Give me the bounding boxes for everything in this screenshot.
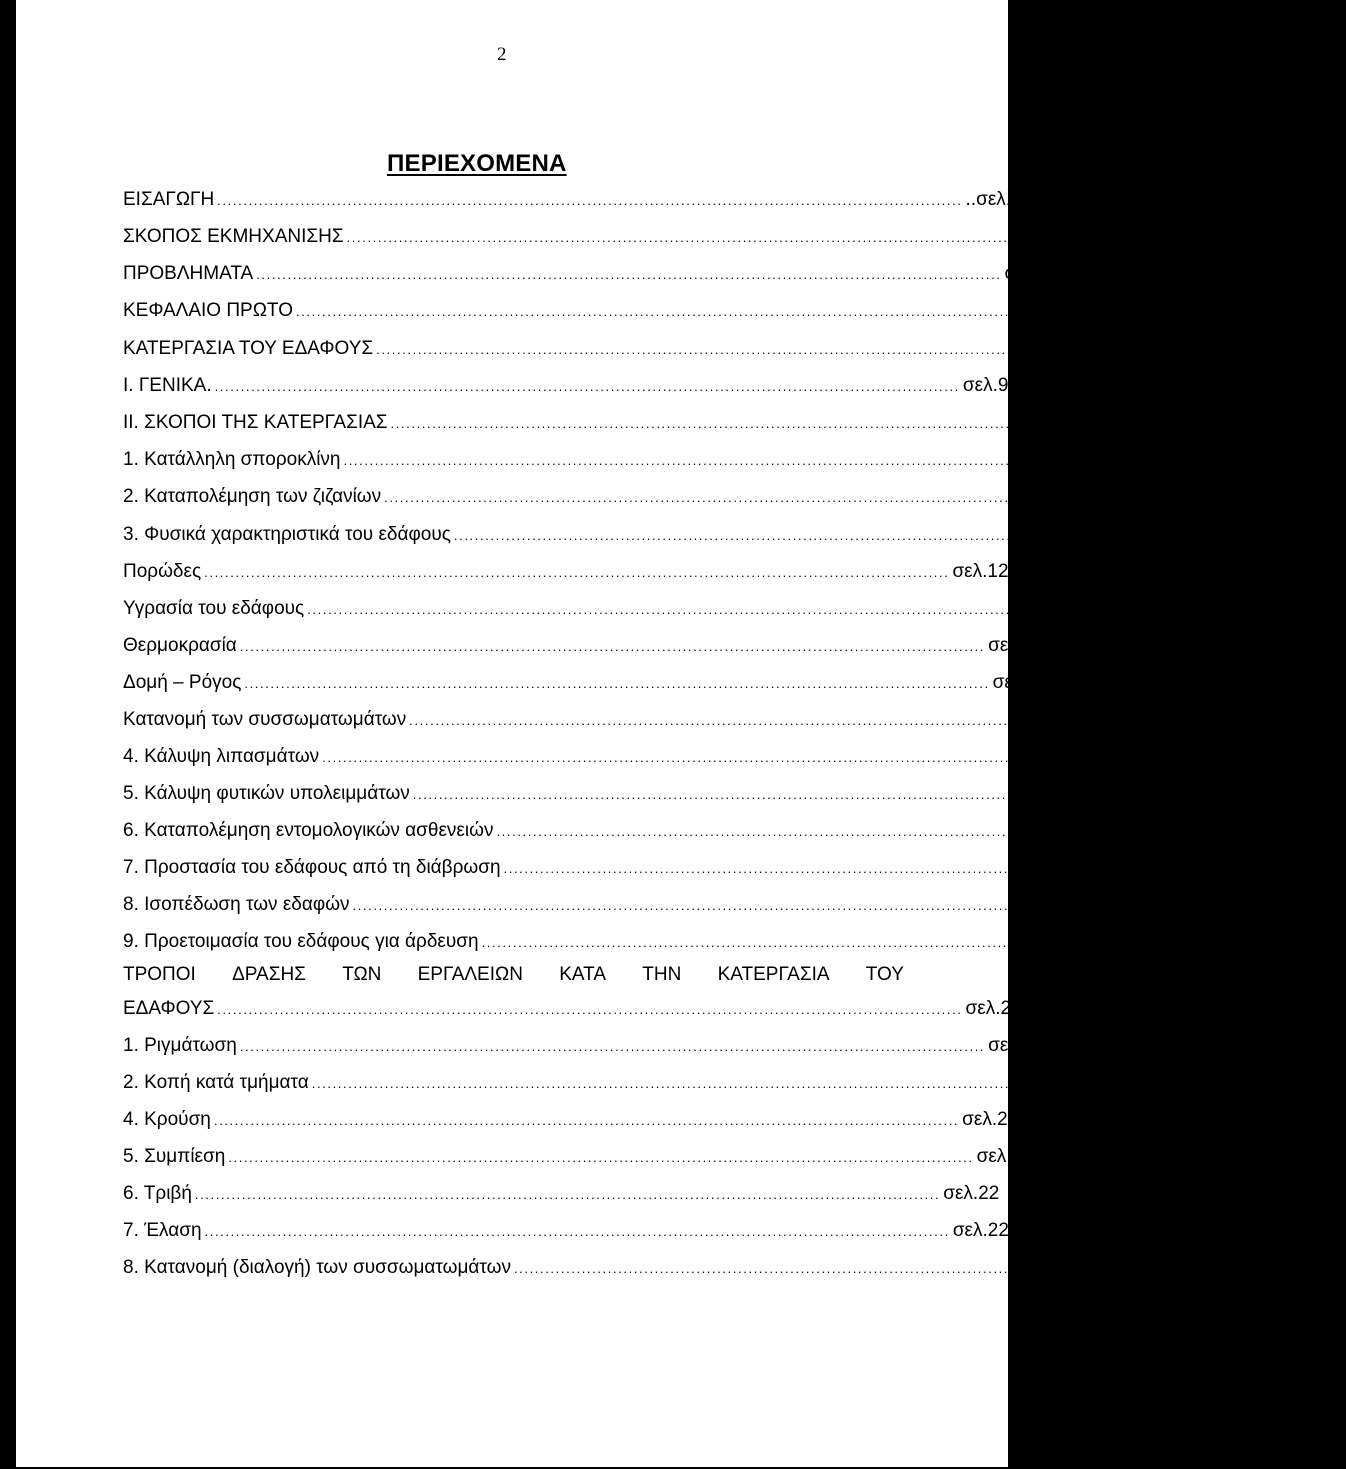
section-heading-word: ΤΗΝ bbox=[642, 964, 682, 985]
toc-dot-leader: ............................................................................................................................................... bbox=[204, 1224, 950, 1239]
toc-entry-page: σελ.12-13 bbox=[952, 561, 1037, 582]
toc-entry-page: σελ.18 bbox=[1251, 857, 1308, 878]
toc-dot-leader: ............................................................................................................................................... bbox=[322, 750, 1068, 765]
toc-entry-page: σελ.9 bbox=[1044, 300, 1090, 321]
toc-entry-page: σελ.10 bbox=[1138, 412, 1195, 433]
toc-entry bbox=[123, 1107, 1046, 1133]
toc-entry bbox=[123, 929, 1286, 955]
toc-dot-leader: ............................................................................................................................................... bbox=[239, 639, 986, 654]
toc-entry-page: ..σελ.6 bbox=[965, 189, 1022, 210]
toc-entry-page: σελ.11-12 bbox=[1132, 486, 1215, 507]
toc-dot-leader: ............................................................................................................................................... bbox=[214, 379, 960, 394]
toc-entry-label: 5. Κάλυψη φυτικών υπολειμμάτων bbox=[123, 783, 410, 804]
toc-entry-label: 2. Καταπολέμηση των ζιζανίων bbox=[123, 486, 382, 507]
toc-entry-page: σελ.14-15 bbox=[988, 635, 1072, 656]
toc-entry-label: ΕΔΑΦΟΥΣ bbox=[123, 998, 215, 1019]
toc-dot-leader: ............................................................................................................................................... bbox=[204, 565, 950, 580]
section-heading-word: ΚΑΤΑ bbox=[559, 964, 606, 985]
toc-entry bbox=[123, 484, 1215, 510]
toc-entry-page: σελ.16-17 bbox=[1161, 783, 1245, 804]
toc-entry-label: 8. Ισοπέδωση των εδαφών bbox=[123, 894, 350, 915]
toc-dot-leader: ............................................................................................................................................... bbox=[346, 230, 1092, 245]
toc-entry bbox=[123, 855, 1308, 881]
toc-entry-label: Πορώδες bbox=[123, 561, 202, 582]
toc-entry-label: 1. Ριγμάτωση bbox=[123, 1035, 237, 1056]
section-heading-word: ΤΩΝ bbox=[342, 964, 382, 985]
toc-entry-label: Κατανομή των συσσωματωμάτων bbox=[123, 709, 407, 730]
toc-dot-leader: ............................................................................................................................................... bbox=[217, 193, 963, 208]
toc-entry-page: σελ.18-19 bbox=[1100, 894, 1185, 915]
toc-entry-page: σελ.12 bbox=[1202, 524, 1259, 545]
toc-entry-label: 1. Κατάλληλη σποροκλίνη bbox=[123, 449, 341, 470]
toc-entry-label: ΣΚΟΠΟΣ ΕΚΜΗΧΑΝΙΣΗΣ bbox=[123, 226, 344, 247]
toc-entry-page: σελ.22 bbox=[976, 1146, 1033, 1167]
toc-dot-leader: ............................................................................................................................................... bbox=[384, 490, 1130, 505]
toc-dot-leader: ............................................................................................................................................... bbox=[343, 453, 1089, 468]
toc-entry-label: 5. Συμπίεση bbox=[123, 1146, 226, 1167]
toc-entry-page: σελ.9 bbox=[962, 375, 1009, 396]
toc-entry-label: 9. Προετοιμασία του εδάφους για άρδευση bbox=[123, 931, 479, 952]
toc-entry-page: σελ.8 bbox=[1004, 263, 1051, 284]
toc-entry-page: σελ.16 bbox=[1070, 746, 1127, 767]
toc-entry bbox=[123, 707, 1242, 733]
toc-entry-label: 4. Κάλυψη λιπασμάτων bbox=[123, 746, 320, 767]
toc-entry-page: σελ.10-11 bbox=[1091, 449, 1174, 470]
toc-entry bbox=[123, 298, 1090, 324]
toc-entry-page: σελ.15 bbox=[992, 672, 1049, 693]
toc-entry-page: σελ.15-16 bbox=[1157, 709, 1242, 730]
toc-entry-label: Δομή – Ρόγος bbox=[123, 672, 242, 693]
toc-entry-label: Θερμοκρασία bbox=[123, 635, 237, 656]
toc-entry-page: σελ.7 bbox=[1094, 226, 1141, 247]
toc-entry-label: 4. Κρούση bbox=[123, 1109, 211, 1130]
toc-dot-leader: ............................................................................................................................................... bbox=[409, 713, 1155, 728]
toc-entry-page: σελ.20 bbox=[965, 998, 1022, 1019]
toc-entry-label: 2. Κοπή κατά τμήματα bbox=[123, 1072, 309, 1093]
toc-entry bbox=[123, 410, 1195, 436]
toc-section-heading bbox=[123, 962, 904, 988]
toc-entry bbox=[123, 447, 1174, 473]
toc-dot-leader: ............................................................................................................................................... bbox=[352, 898, 1098, 913]
toc-entry-label: 6. Καταπολέμηση εντομολογικών ασθενειών bbox=[123, 820, 494, 841]
toc-dot-leader: ............................................................................................................................................... bbox=[390, 416, 1136, 431]
toc-entry-label: 7. Προστασία του εδάφους από τη διάβρωση bbox=[123, 857, 501, 878]
scan-border-right bbox=[1008, 0, 1024, 1469]
toc-entry-label: ΚΑΤΕΡΓΑΣΙΑ ΤΟΥ ΕΔΑΦΟΥΣ bbox=[123, 338, 374, 359]
toc-entry bbox=[123, 633, 1072, 659]
toc-dot-leader: ............................................................................................................................................... bbox=[307, 602, 1053, 617]
toc-entry-page: σελ.20-21 bbox=[1060, 1072, 1144, 1093]
toc-dot-leader: ............................................................................................................................................... bbox=[295, 304, 1042, 319]
toc-entry-page: σελ.19 bbox=[1229, 931, 1286, 952]
page-number: 2 bbox=[497, 44, 507, 65]
toc-dot-leader: ............................................................................................................................................... bbox=[376, 342, 1122, 357]
toc-entry bbox=[123, 187, 1022, 213]
section-heading-word: ΔΡΑΣΗΣ bbox=[232, 964, 306, 985]
toc-entry-page: σελ.22 bbox=[943, 1183, 1000, 1204]
toc-dot-leader: ............................................................................................................................................... bbox=[228, 1150, 974, 1165]
toc-dot-leader: ............................................................................................................................................... bbox=[256, 267, 1002, 282]
section-heading-word: ΚΑΤΕΡΓΑΣΙΑ bbox=[717, 964, 830, 985]
toc-entry bbox=[123, 781, 1245, 807]
toc-entry bbox=[123, 559, 1037, 585]
toc-entry-label: Ι. ΓΕΝΙΚΑ. bbox=[123, 375, 212, 396]
toc-dot-leader: ............................................................................................................................................... bbox=[213, 1113, 960, 1128]
toc-dot-leader: ............................................................................................................................................... bbox=[311, 1076, 1058, 1091]
toc-entry bbox=[123, 224, 1141, 250]
toc-dot-leader: ............................................................................................................................................... bbox=[217, 1002, 963, 1017]
toc-entry bbox=[123, 670, 1049, 696]
toc-entry bbox=[123, 336, 1170, 362]
toc-entry bbox=[123, 1218, 1009, 1244]
toc-entry bbox=[123, 261, 1051, 287]
toc-dot-leader: ............................................................................................................................................... bbox=[244, 676, 990, 691]
toc-entry bbox=[123, 892, 1185, 918]
toc-dot-leader: ............................................................................................................................................... bbox=[194, 1187, 941, 1202]
toc-entry bbox=[123, 596, 1140, 622]
toc-entry-label: ΙΙ. ΣΚΟΠΟΙ ΤΗΣ ΚΑΤΕΡΓΑΣΙΑΣ bbox=[123, 412, 388, 433]
toc-title: ΠΕΡΙΕΧΟΜΕΝΑ bbox=[387, 150, 567, 177]
toc-entry bbox=[123, 1144, 1033, 1170]
toc-entry-label: ΕΙΣΑΓΩΓΗ bbox=[123, 189, 215, 210]
toc-entry bbox=[123, 818, 1329, 844]
toc-entry-label: 7. Έλαση bbox=[123, 1220, 202, 1241]
toc-dot-leader: ............................................................................................................................................... bbox=[513, 1261, 1260, 1276]
section-heading-word: ΤΟΥ bbox=[865, 964, 904, 985]
toc-entry bbox=[123, 522, 1259, 548]
toc-dot-leader: ............................................................................................................................................... bbox=[412, 787, 1159, 802]
toc-entry bbox=[123, 1255, 1346, 1281]
toc-entry-page: σελ.21-22 bbox=[962, 1109, 1046, 1130]
toc-entry-page: σελ.9 bbox=[1124, 338, 1170, 359]
toc-entry bbox=[123, 996, 1022, 1022]
toc-entry-page: σελ.17-18 bbox=[1244, 820, 1329, 841]
toc-dot-leader: ............................................................................................................................................... bbox=[503, 861, 1249, 876]
toc-entry-label: 8. Κατανομή (διαλογή) των συσσωματωμάτων bbox=[123, 1257, 511, 1278]
toc-entry-label: ΚΕΦΑΛΑΙΟ ΠΡΩΤΟ bbox=[123, 300, 293, 321]
toc-entry-page: σελ.22-23 bbox=[1262, 1257, 1346, 1278]
toc-entry bbox=[123, 1033, 1045, 1059]
toc-entry-page: σελ.20 bbox=[988, 1035, 1045, 1056]
toc-entry bbox=[123, 373, 1009, 399]
toc-entry bbox=[123, 1070, 1144, 1096]
toc-entry-label: ΠΡΟΒΛΗΜΑΤΑ bbox=[123, 263, 254, 284]
toc-entry-page: σελ.22 bbox=[952, 1220, 1009, 1241]
toc-entry-label: 6. Τριβή bbox=[123, 1183, 192, 1204]
toc-dot-leader: ............................................................................................................................................... bbox=[239, 1039, 986, 1054]
toc-entry-label: Υγρασία του εδάφους bbox=[123, 598, 305, 619]
toc-dot-leader: ............................................................................................................................................... bbox=[453, 528, 1200, 543]
section-heading-word: ΕΡΓΑΛΕΙΩΝ bbox=[417, 964, 523, 985]
section-heading-word: ΤΡΟΠΟΙ bbox=[123, 964, 196, 985]
toc-entry bbox=[123, 1181, 1000, 1207]
toc-dot-leader: ............................................................................................................................................... bbox=[481, 935, 1227, 950]
toc-entry bbox=[123, 744, 1127, 770]
toc-entry-page: σελ.13-14 bbox=[1055, 598, 1140, 619]
scan-border-left bbox=[0, 0, 16, 1469]
toc-entry-label: 3. Φυσικά χαρακτηριστικά του εδάφους bbox=[123, 524, 451, 545]
toc-dot-leader: ............................................................................................................................................... bbox=[496, 824, 1242, 839]
